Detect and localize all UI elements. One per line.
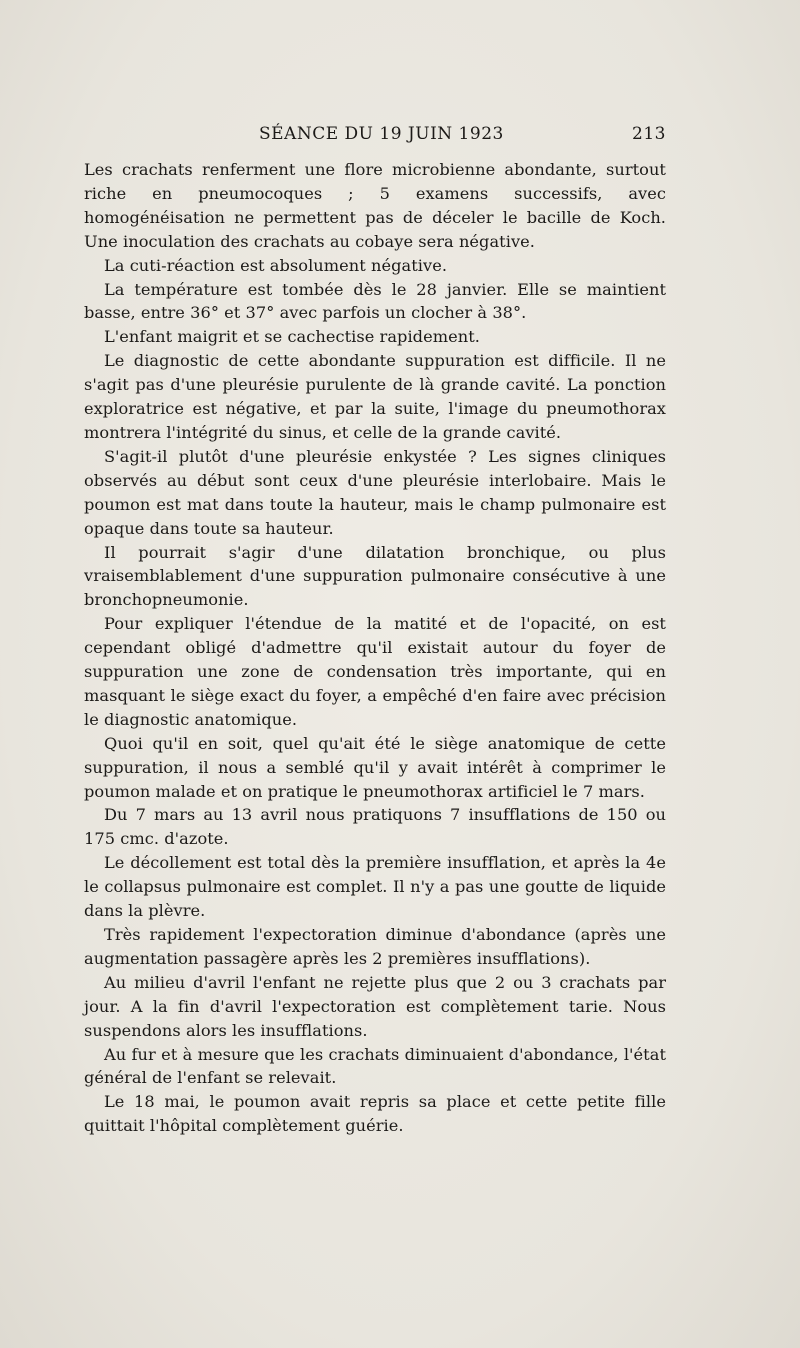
paragraph: Le décollement est total dès la première insufflation, et après la 4e le collapsus pulmonaire est complet. Il n'y a pas une goutte de liquide dans la plèvre. — [84, 853, 666, 921]
paragraph: Il pourrait s'agir d'une dilatation bronchique, ou plus vraisemblablement d'une suppuration pulmonaire consécutive à une bronchopneumonie. — [84, 542, 666, 610]
paragraph: La température est tombée dès le 28 janvier. Elle se maintient basse, entre 36° et 37° avec parfois un clocher à 38°. — [84, 279, 666, 323]
paragraph: S'agit-il plutôt d'une pleurésie enkystée ? Les signes cliniques observés au début sont ceux d'une pleurésie interlobaire. Mais le poumon est mat dans toute la hauteur, mais le champ pulmonaire est opaque dans toute sa hauteur. — [84, 446, 666, 538]
page-header — [84, 124, 666, 148]
paragraph: La cuti-réaction est absolument négative. — [104, 255, 448, 275]
paragraph: Quoi qu'il en soit, quel qu'ait été le siège anatomique de cette suppuration, il nous a semblé qu'il y avait intérêt à comprimer le poumon malade et on pratique le pneumothorax artificiel le 7 mars. — [84, 733, 666, 801]
paragraph: Le diagnostic de cette abondante suppuration est difficile. Il ne s'agit pas d'une pleurésie purulente de là grande cavité. La ponction exploratrice est négative, et par la suite, l'image du pneumothorax montrera l'intégrité du sinus, et celle de la grande cavité. — [84, 351, 666, 442]
paragraph: Du 7 mars au 13 avril nous pratiquons 7 insufflations de 150 ou 175 cmc. d'azote. — [84, 805, 666, 849]
paragraph: Très rapidement l'expectoration diminue d'abondance (après une augmentation passagère après les 2 premières insufflations). — [84, 925, 666, 968]
paragraph: Au milieu d'avril l'enfant ne rejette plus que 2 ou 3 crachats par jour. A la fin d'avril l'expectoration est complètement tarie. Nous suspendons alors les insufflations. — [84, 972, 666, 1040]
paragraph: Le 18 mai, le poumon avait repris sa place et cette petite fille quittait l'hôpital complètement guérie. — [84, 1092, 666, 1136]
running-title: SÉANCE DU 19 JUIN 1923 — [259, 124, 504, 144]
page-number: 213 — [632, 124, 666, 144]
paragraph: Pour expliquer l'étendue de la matité et de l'opacité, on est cependant obligé d'admettre qu'il existait autour du foyer de suppuration une zone de condensation très importante, qui en masquant le siège exact du foyer, a empêché d'en faire avec précision le diagnostic anatomique. — [84, 614, 666, 729]
paragraph: Au fur et à mesure que les crachats diminuaient d'abondance, l'état général de l'enfant se relevait. — [84, 1044, 666, 1088]
body-text — [84, 158, 666, 1138]
paragraph: Les crachats renferment une flore microbienne abondante, surtout riche en pneumocoques ; 5 examens successifs, avec homogénéisation ne permettent pas de déceler le bacille de Koch. Une inoculation des crachats au cobaye sera négative. — [84, 160, 666, 251]
paragraph: L'enfant maigrit et se cachectise rapidement. — [104, 327, 480, 347]
